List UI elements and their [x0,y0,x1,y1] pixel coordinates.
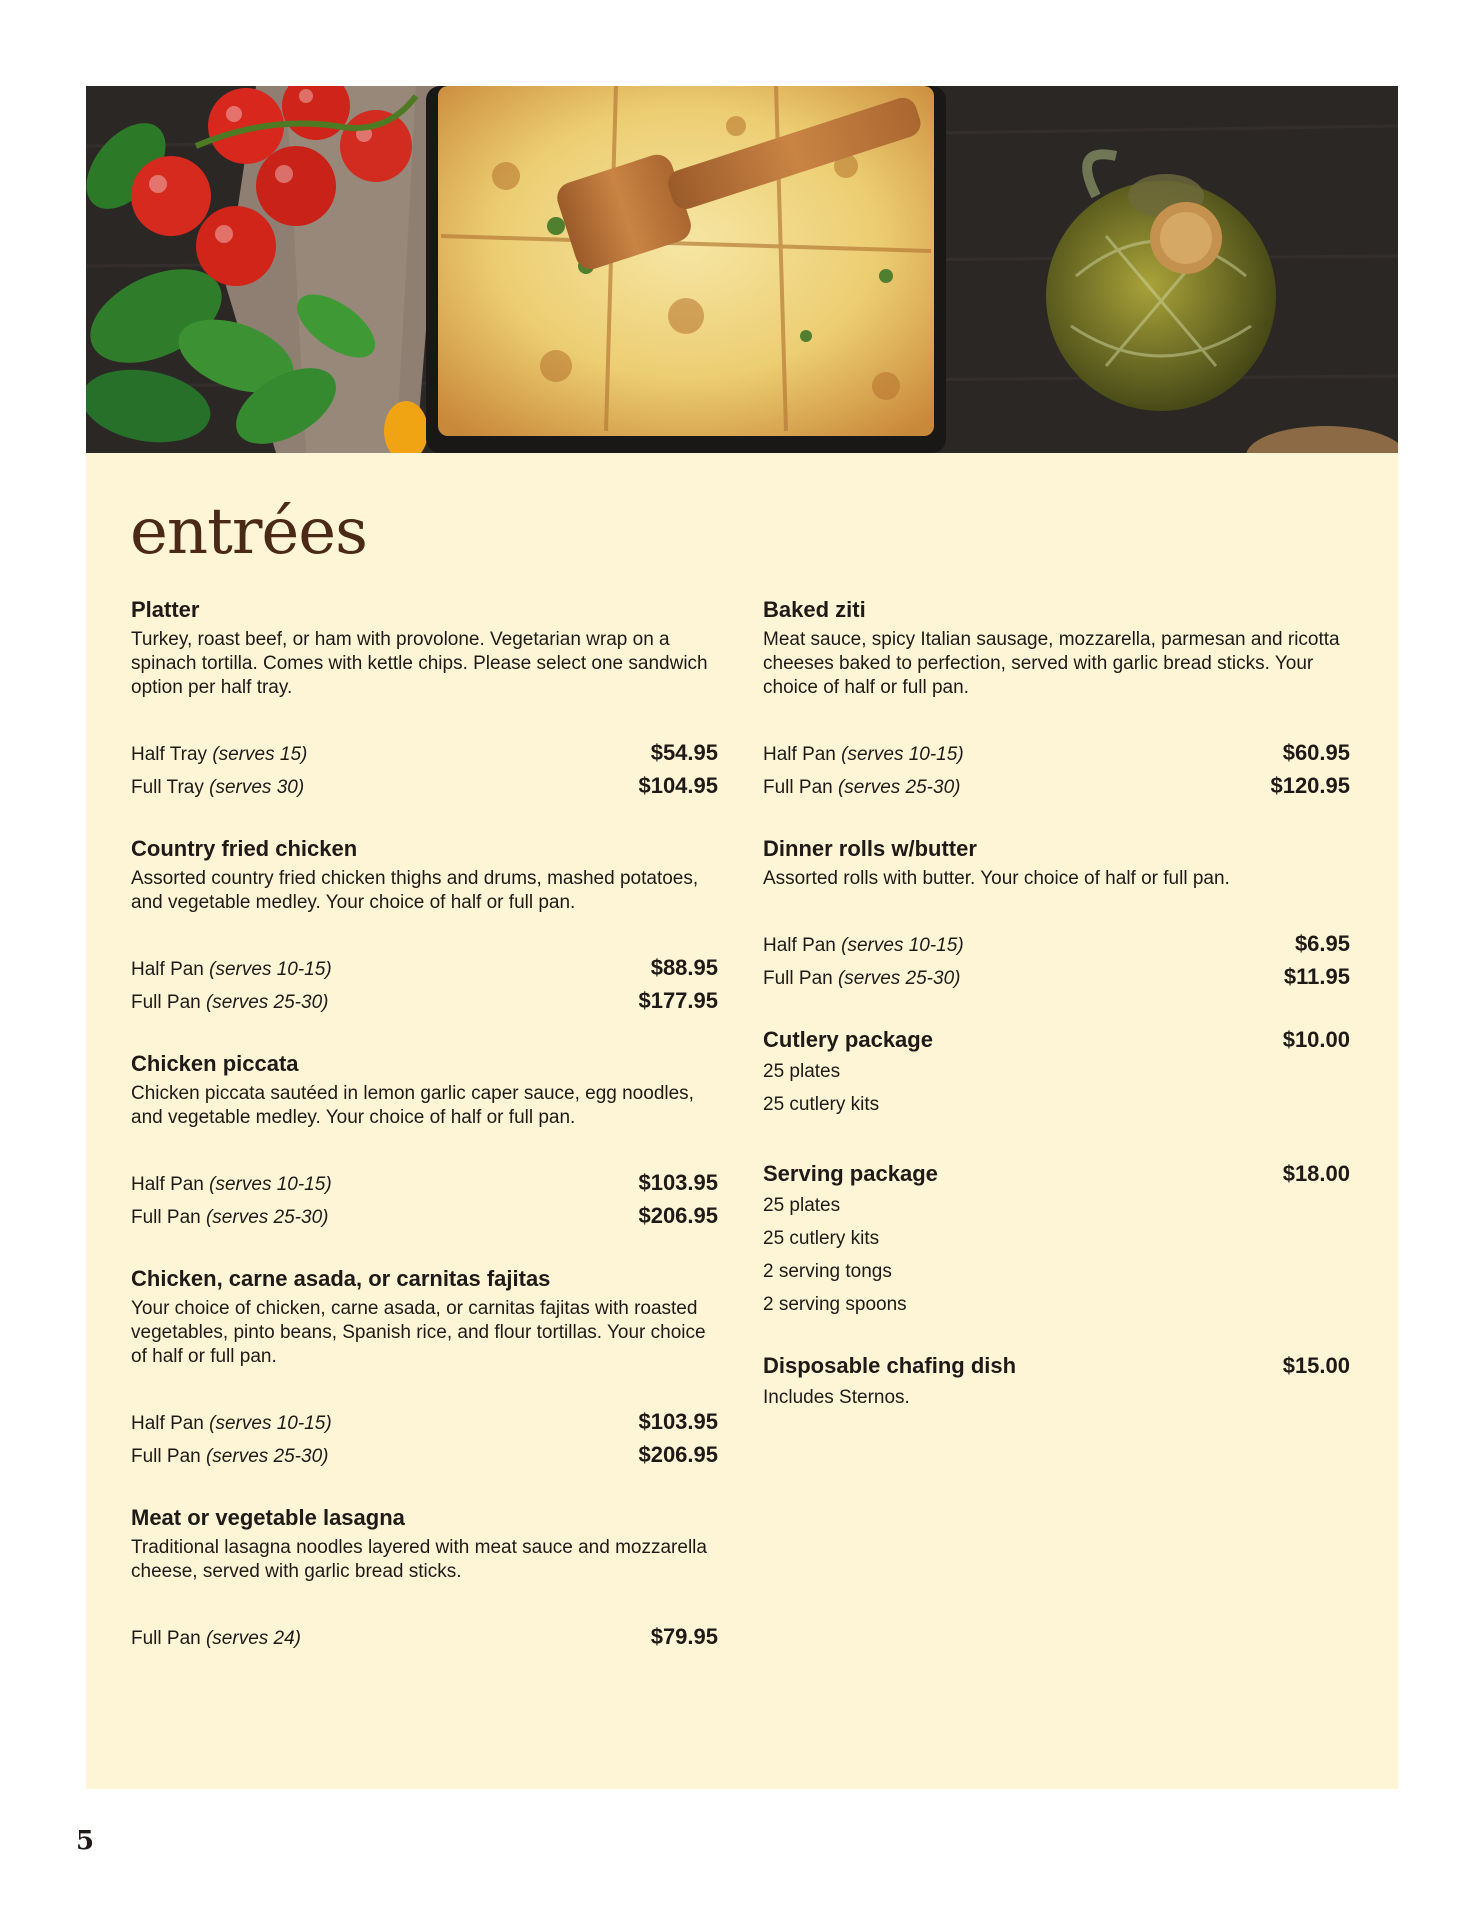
page-title: entrées [130,495,367,569]
serves-label: (serves 25-30) [205,1446,329,1467]
price-row [763,931,1350,964]
item-name: Baked ziti [763,597,866,622]
item-description: Meat sauce, spicy Italian sausage, mozzarella, parmesan and ricotta cheeses baked to perfection, served with garlic bread sticks. Your choice of half or full pan. [763,629,1340,698]
serves-label: (serves 10-15) [209,959,332,980]
size-label: Half Pan [763,744,836,765]
package-contents [763,1192,1350,1324]
price-row [763,773,1350,806]
price-row [763,964,1350,997]
item-description: Turkey, roast beef, or ham with provolone. Vegetarian wrap on a spinach tortilla. Comes with kettle chips. Please select one sandwich option per half tray. [131,629,708,698]
price: $103.95 [638,1409,718,1434]
size-label: Full Pan [131,1207,201,1228]
price: $177.95 [638,988,718,1013]
item-name: Chicken, carne asada, or carnitas fajitas [131,1266,551,1291]
serves-label: (serves 25-30) [205,992,329,1013]
right-column [763,596,1350,1417]
item-name: Dinner rolls w/butter [763,836,977,861]
item-name: Country fried chicken [131,836,358,861]
item-description: Your choice of chicken, carne asada, or carnitas fajitas with roasted vegetables, pinto beans, Spanish rice, and flour tortillas. Your choice of half or full pan. [131,1298,706,1367]
size-label: Full Tray [131,777,204,798]
menu-item-chicken-piccata [131,1050,718,1236]
menu-item-fajitas [131,1265,718,1475]
serves-label: (serves 10-15) [209,1174,332,1195]
size-label: Full Pan [131,992,201,1013]
price: $54.95 [650,740,718,765]
list-item: 25 cutlery kits [763,1228,880,1249]
list-item: 25 cutlery kits [763,1094,880,1115]
list-item: 25 plates [763,1061,841,1082]
price: $15.00 [1282,1353,1350,1378]
price: $120.95 [1270,773,1350,798]
serves-label: (serves 10-15) [209,1413,332,1434]
hero-food-photo [86,86,1398,453]
price-row [131,1203,718,1236]
size-label: Full Pan [763,777,833,798]
menu-item-chafing-dish [763,1352,1350,1417]
price: $60.95 [1282,740,1350,765]
item-name: Meat or vegetable lasagna [131,1505,405,1530]
menu-item-platter [131,596,718,806]
size-label: Half Pan [131,1174,204,1195]
serves-label: (serves 25-30) [205,1207,329,1228]
menu-item-lasagna [131,1504,718,1657]
size-label: Half Tray [131,744,208,765]
menu-item-cutlery-package [763,1026,1350,1124]
size-label: Half Pan [131,959,204,980]
size-label: Half Pan [131,1413,204,1434]
menu-item-serving-package [763,1160,1350,1324]
item-description: Includes Sternos. [763,1387,910,1408]
item-name: Cutlery package [763,1027,933,1052]
serves-label: (serves 24) [205,1628,302,1649]
serves-label: (serves 30) [209,777,305,798]
price: $79.95 [650,1624,718,1649]
price-row [131,955,718,988]
page-number: 5 [76,1826,95,1856]
size-label: Full Pan [131,1628,201,1649]
serves-label: (serves 25-30) [837,968,961,989]
price-row [131,1409,718,1442]
serves-label: (serves 25-30) [837,777,961,798]
item-name: Disposable chafing dish [763,1353,1017,1378]
size-label: Full Pan [131,1446,201,1467]
list-item: 25 plates [763,1195,841,1216]
item-name: Serving package [763,1161,938,1186]
item-name: Platter [131,597,200,622]
price-row [131,740,718,773]
item-name: Chicken piccata [131,1051,299,1076]
price-row [131,1624,718,1657]
size-label: Half Pan [763,935,836,956]
price-row [131,988,718,1021]
left-column [131,596,718,1657]
price: $103.95 [638,1170,718,1195]
menu-item-dinner-rolls [763,835,1350,997]
lasagna-photo-illustration [86,86,1398,453]
price-row [763,740,1350,773]
item-description: Traditional lasagna noodles layered with meat sauce and mozzarella cheese, served with garlic bread sticks. [131,1537,707,1582]
price: $206.95 [638,1203,718,1228]
price-row [131,1170,718,1203]
price: $18.00 [1282,1161,1350,1186]
list-item: 2 serving tongs [763,1261,892,1282]
list-item: 2 serving spoons [763,1294,907,1315]
serves-label: (serves 10-15) [841,935,964,956]
serves-label: (serves 15) [212,744,308,765]
menu-item-baked-ziti [763,596,1350,806]
price: $11.95 [1283,964,1350,989]
price: $88.95 [650,955,718,980]
price: $10.00 [1282,1027,1350,1052]
item-description: Assorted country fried chicken thighs and drums, mashed potatoes, and vegetable medley. Your choice of half or full pan. [131,868,699,913]
item-description: Chicken piccata sautéed in lemon garlic caper sauce, egg noodles, and vegetable medley. Your choice of half or full pan. [131,1083,694,1128]
size-label: Full Pan [763,968,833,989]
price-row [131,773,718,806]
price-row [131,1442,718,1475]
item-description: Assorted rolls with butter. Your choice of half or full pan. [763,868,1230,889]
price: $206.95 [638,1442,718,1467]
package-contents [763,1058,1350,1124]
price: $104.95 [638,773,718,798]
menu-item-country-fried-chicken [131,835,718,1021]
price: $6.95 [1294,931,1350,956]
serves-label: (serves 10-15) [841,744,964,765]
